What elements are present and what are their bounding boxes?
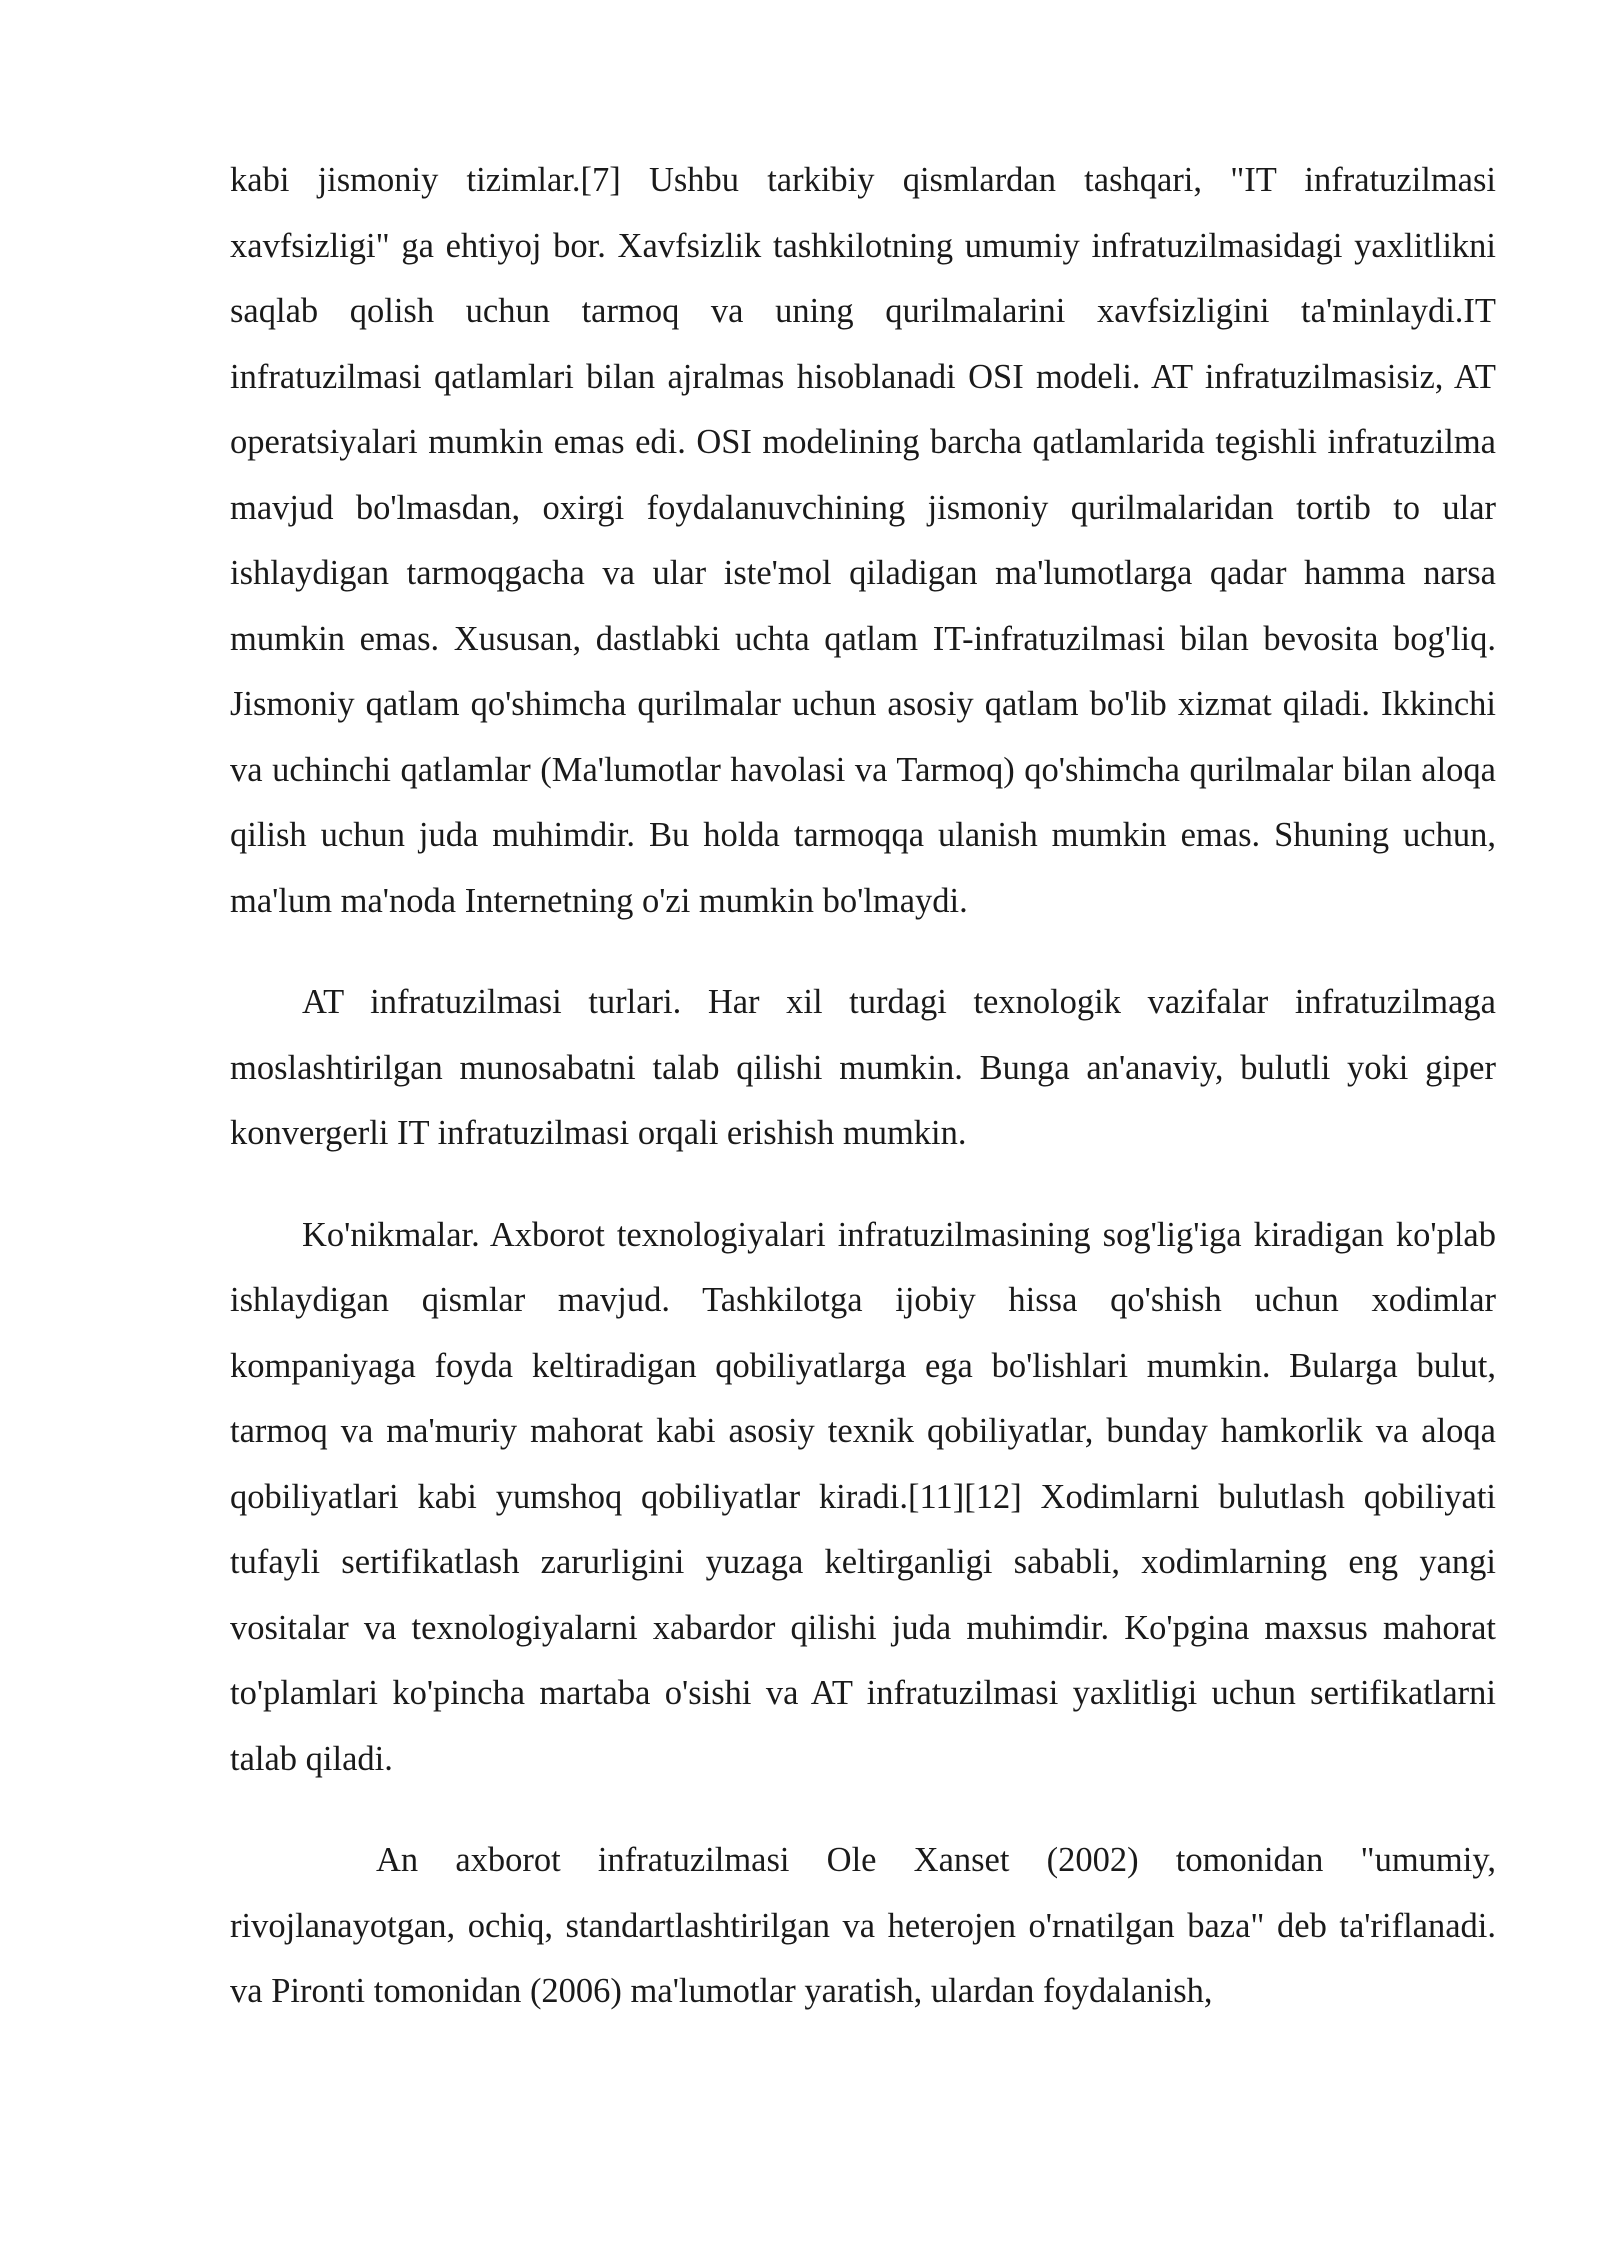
paragraph-information-infrastructure: An axborot infratuzilmasi Ole Xanset (2002) tomonidan "umumiy, rivojlanayotgan, ochiq, standartlashtirilgan va heterojen o'rnatilgan baza" deb ta'riflanadi. va Pironti tomonidan (2006) ma'lumotlar yaratish, ulardan foydalanish, <box>230 1841 1496 2010</box>
paragraph-infrastructure-types: AT infratuzilmasi turlari. Har xil turdagi texnologik vazifalar infratuzilmaga moslashtirilgan munosabatni talab qilishi mumkin. Bunga an'anaviy, bulutli yoki giper konvergerli IT infratuzilmasi orqali erishish mumkin. <box>230 983 1496 1152</box>
paragraph-skills: Ko'nikmalar. Axborot texnologiyalari infratuzilmasining sog'lig'iga kiradigan ko'plab ishlaydigan qismlar mavjud. Tashkilotga ijobiy hissa qo'shish uchun xodimlar kompaniyaga foyda keltiradigan qobiliyatlarga ega bo'lishlari mumkin. Bularga bulut, tarmoq va ma'muriy mahorat kabi asosiy texnik qobiliyatlar, bunday hamkorlik va aloqa qobiliyatlari kabi yumshoq qobiliyatlar kiradi.[11][12] Xodimlarni bulutlash qobiliyati tufayli sertifikatlash zarurligini yuzaga keltirganligi sababli, xodimlarning eng yangi vositalar va texnologiyalarni xabardor qilishi juda muhimdir. Ko'pgina maxsus mahorat to'plamlari ko'pincha martaba o'sishi va AT infratuzilmasi yaxlitligi uchun sertifikatlarni talab qiladi. <box>230 1215 1496 1778</box>
paragraph-it-infrastructure-security: kabi jismoniy tizimlar.[7] Ushbu tarkibiy qismlardan tashqari, "IT infratuzilmasi xavfsizligi" ga ehtiyoj bor. Xavfsizlik tashkilotning umumiy infratuzilmasidagi yaxlitlikni saqlab qolish uchun tarmoq va uning qurilmalarini xavfsizligini ta'minlaydi.IT infratuzilmasi qatlamlari bilan ajralmas hisoblanadi OSI modeli. AT infratuzilmasisiz, AT operatsiyalari mumkin emas edi. OSI modelining barcha qatlamlarida tegishli infratuzilma mavjud bo'lmasdan, oxirgi foydalanuvchining jismoniy qurilmalaridan tortib to ular ishlaydigan tarmoqgacha va ular iste'mol qiladigan ma'lumotlarga qadar hamma narsa mumkin emas. Xususan, dastlabki uchta qatlam IT-infratuzilmasi bilan bevosita bog'liq. Jismoniy qatlam qo'shimcha qurilmalar uchun asosiy qatlam bo'lib xizmat qiladi. Ikkinchi va uchinchi qatlamlar (Ma'lumotlar havolasi va Tarmoq) qo'shimcha qurilmalar bilan aloqa qilish uchun juda muhimdir. Bu holda tarmoqqa ulanish mumkin emas. Shuning uchun, ma'lum ma'noda Internetning o'zi mumkin bo'lmaydi. <box>230 161 1496 920</box>
document-page <box>230 148 1496 2025</box>
